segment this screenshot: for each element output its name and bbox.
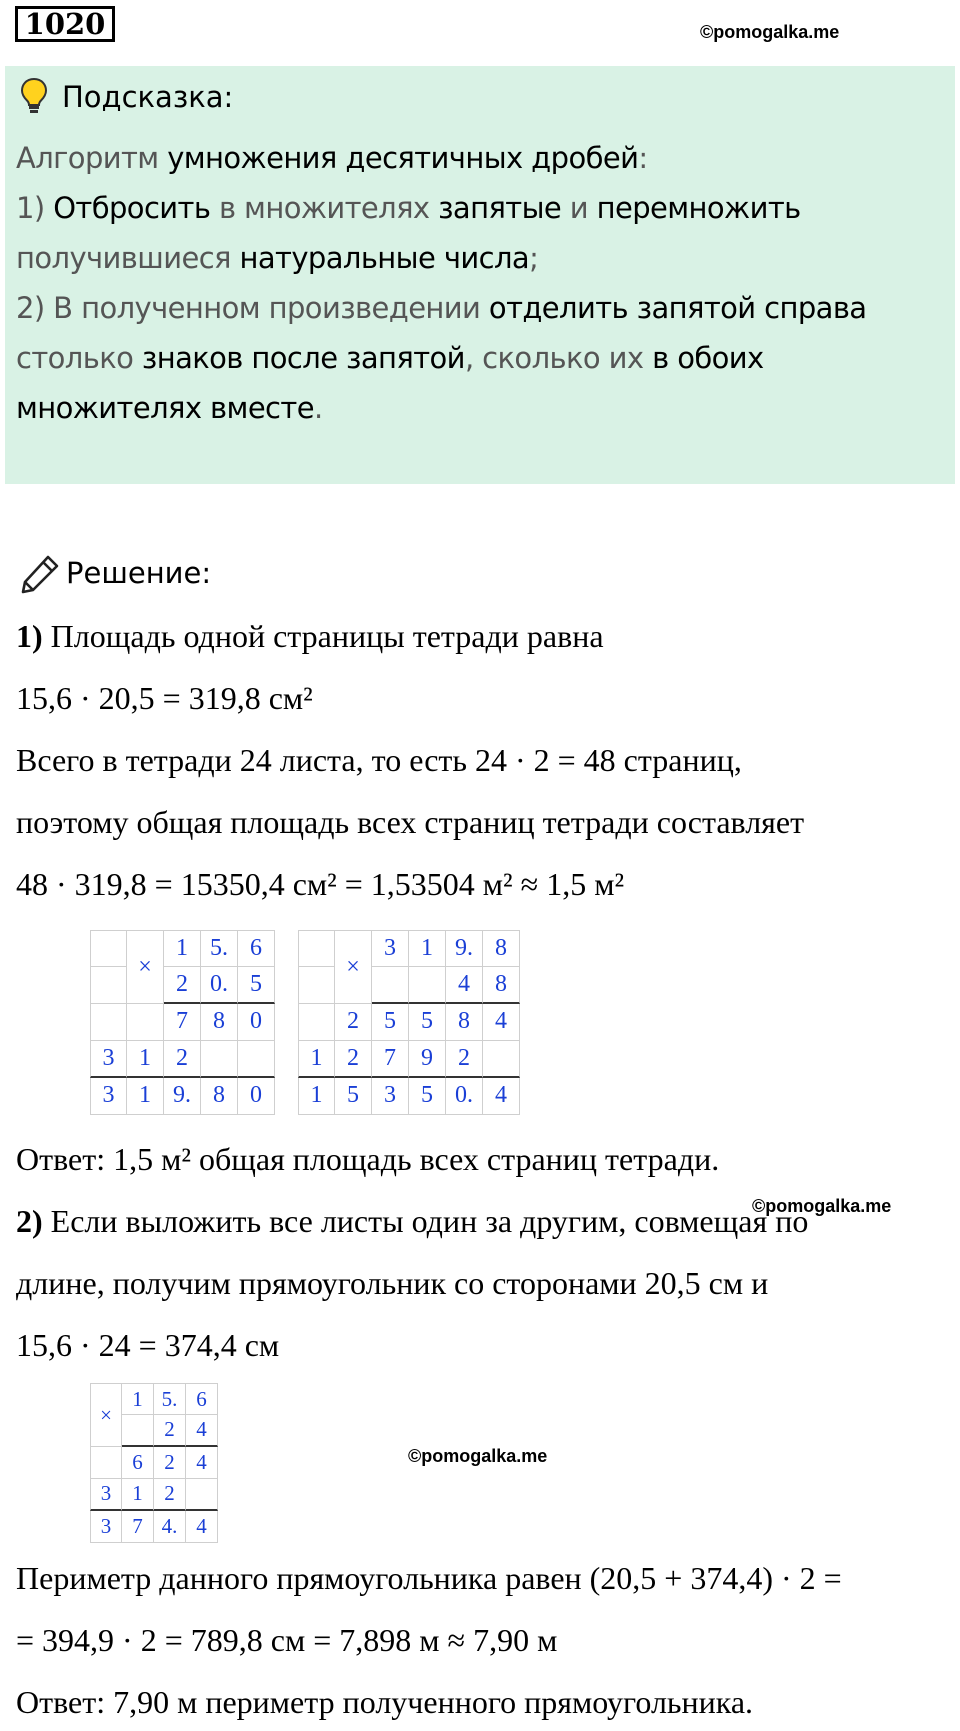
grid-cell	[90, 1447, 122, 1479]
grid-cell: 5	[238, 967, 275, 1004]
part1-answer: Ответ: 1,5 м² общая площадь всех страниц тетради.	[16, 1141, 720, 1177]
grid-cell: 9.	[164, 1078, 201, 1115]
part2-answer: Ответ: 7,90 м периметр полученного прямоугольника.	[16, 1684, 754, 1720]
multiply-sign: ×	[127, 930, 164, 1004]
grid-cell: 0	[238, 1004, 275, 1041]
grid-cell: 8	[201, 1078, 238, 1115]
grid-cell: 8	[201, 1004, 238, 1041]
grid-cell	[90, 967, 127, 1004]
grid-cell	[372, 967, 409, 1004]
grid-cell: 0.	[446, 1078, 483, 1115]
grid-cell	[409, 967, 446, 1004]
grid-cell: 5	[409, 1078, 446, 1115]
part2-line-4: Периметр данного прямоугольника равен (20,5 + 374,4) · 2 =	[16, 1560, 842, 1596]
grid-cell: 8	[483, 967, 520, 1004]
hint-line-1: Алгоритм умножения десятичных дробей:	[16, 141, 648, 175]
grid-cell: 3	[90, 1511, 122, 1543]
grid-cell: 1	[409, 930, 446, 967]
grid-cell: 4	[483, 1004, 520, 1041]
grid-cell: 7	[164, 1004, 201, 1041]
grid-cell: 5	[409, 1004, 446, 1041]
grid-cell	[122, 1415, 154, 1447]
lightbulb-icon	[18, 76, 50, 116]
multiply-sign: ×	[335, 930, 372, 1004]
grid-cell	[201, 1041, 238, 1078]
part1-line-2: 15,6 · 20,5 = 319,8 см²	[16, 680, 313, 716]
grid-cell	[238, 1041, 275, 1078]
grid-cell: 4	[186, 1447, 218, 1479]
grid-cell: 1	[122, 1479, 154, 1511]
grid-cell: 5	[372, 1004, 409, 1041]
hint-line-3: получившиеся натуральные числа;	[16, 241, 539, 275]
problem-number: 1020	[15, 6, 115, 42]
grid-cell: 1	[127, 1041, 164, 1078]
part2-line-2: длине, получим прямоугольник со сторонами 20,5 см и	[16, 1265, 769, 1301]
watermark: ©pomogalka.me	[700, 22, 840, 42]
grid-cell	[127, 1004, 164, 1041]
part2-line-5: = 394,9 · 2 = 789,8 см = 7,898 м ≈ 7,90 м	[16, 1622, 558, 1658]
hint-line-2: 1) Отбросить в множителях запятые и перемножить	[16, 191, 801, 225]
grid-cell	[298, 930, 335, 967]
grid-cell: 3	[90, 1479, 122, 1511]
part2-line-1: 2) Если выложить все листы один за другим, совмещая по	[16, 1203, 809, 1239]
grid-cell: 7	[372, 1041, 409, 1078]
grid-cell: 0.	[201, 967, 238, 1004]
grid-cell: 8	[446, 1004, 483, 1041]
grid-cell: 4	[186, 1511, 218, 1543]
grid-cell: 7	[122, 1511, 154, 1543]
grid-cell	[186, 1479, 218, 1511]
grid-cell: 9.	[446, 930, 483, 967]
grid-cell: 2	[335, 1041, 372, 1078]
grid-cell	[483, 1041, 520, 1078]
grid-cell: 2	[154, 1415, 186, 1447]
grid-cell: 1	[298, 1041, 335, 1078]
grid-cell: 0	[238, 1078, 275, 1115]
multiplication-grid-1	[90, 930, 275, 1115]
grid-cell: 1	[298, 1078, 335, 1115]
multiplication-grid-2	[298, 930, 520, 1115]
grid-cell: 4.	[154, 1511, 186, 1543]
grid-cell: 2	[446, 1041, 483, 1078]
grid-cell: 3	[90, 1041, 127, 1078]
grid-cell: 9	[409, 1041, 446, 1078]
hint-line-6: множителях вместе.	[16, 391, 323, 425]
grid-cell: 6	[186, 1383, 218, 1415]
grid-cell: 8	[483, 930, 520, 967]
grid-cell: 3	[90, 1078, 127, 1115]
multiply-sign: ×	[90, 1383, 122, 1447]
part2-line-3: 15,6 · 24 = 374,4 см	[16, 1327, 280, 1363]
grid-cell: 4	[446, 967, 483, 1004]
part1-line-4: поэтому общая площадь всех страниц тетради составляет	[16, 804, 805, 840]
grid-cell: 2	[154, 1479, 186, 1511]
part1-line-1: 1) Площадь одной страницы тетради равна	[16, 618, 604, 654]
grid-cell: 2	[164, 1041, 201, 1078]
watermark: ©pomogalka.me	[408, 1446, 548, 1466]
part1-line-5: 48 · 319,8 = 15350,4 см² = 1,53504 м² ≈ 1,5 м²	[16, 866, 625, 902]
grid-cell: 5.	[154, 1383, 186, 1415]
grid-cell: 1	[127, 1078, 164, 1115]
grid-cell: 2	[164, 967, 201, 1004]
hint-line-4: 2) В полученном произведении отделить запятой справа	[16, 291, 867, 325]
watermark: ©pomogalka.me	[752, 1196, 892, 1216]
grid-cell: 2	[154, 1447, 186, 1479]
pencil-icon	[20, 554, 60, 594]
grid-cell: 1	[122, 1383, 154, 1415]
grid-cell: 4	[483, 1078, 520, 1115]
grid-cell: 6	[122, 1447, 154, 1479]
grid-cell: 3	[372, 930, 409, 967]
solution-title: Решение:	[66, 556, 212, 590]
grid-cell: 6	[238, 930, 275, 967]
part1-line-3: Всего в тетради 24 листа, то есть 24 · 2 = 48 страниц,	[16, 742, 742, 778]
grid-cell: 3	[372, 1078, 409, 1115]
hint-line-5: столько знаков после запятой, сколько их в обоих	[16, 341, 764, 375]
grid-cell: 1	[164, 930, 201, 967]
multiplication-grid-3	[90, 1383, 218, 1543]
grid-cell: 4	[186, 1415, 218, 1447]
grid-cell	[90, 930, 127, 967]
grid-cell	[298, 967, 335, 1004]
grid-cell: 5.	[201, 930, 238, 967]
grid-cell	[298, 1004, 335, 1041]
grid-cell: 2	[335, 1004, 372, 1041]
grid-cell: 5	[335, 1078, 372, 1115]
hint-title: Подсказка:	[62, 80, 234, 114]
grid-cell	[90, 1004, 127, 1041]
